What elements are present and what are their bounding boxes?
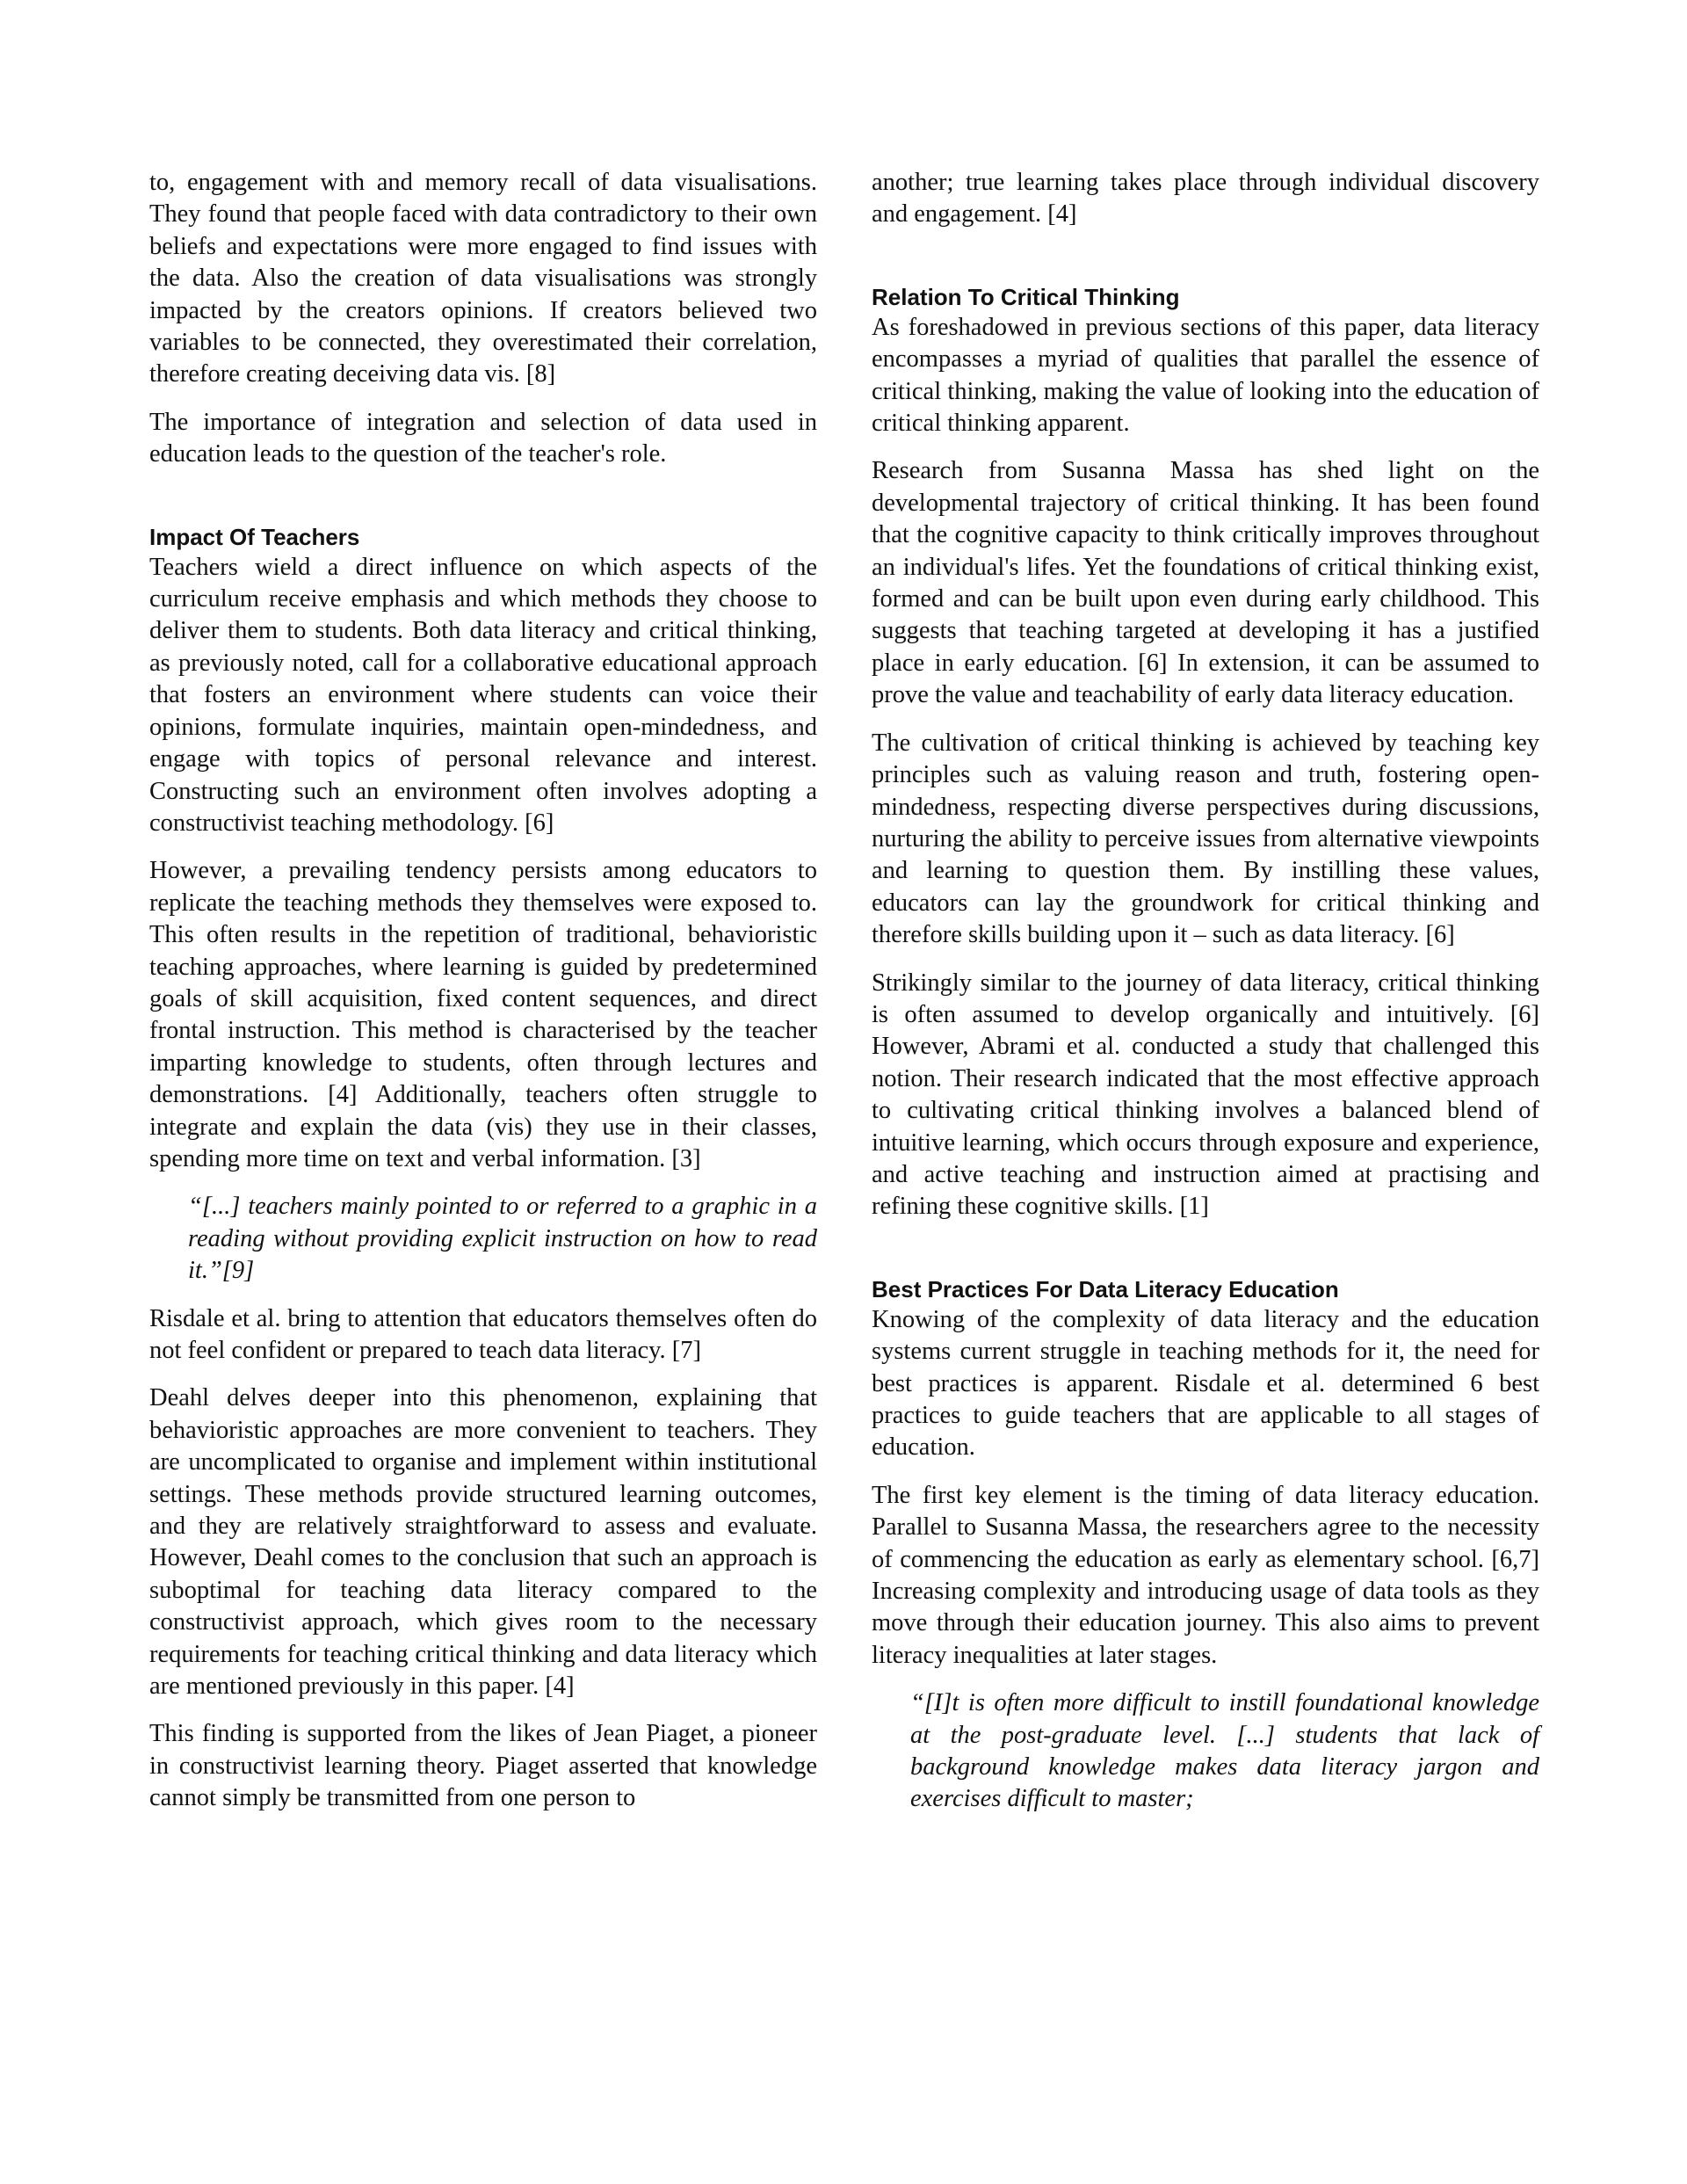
block-quote: “[...] teachers mainly pointed to or referred to a graphic in a reading without providing explicit instruction on how to read it.”[9] [188, 1193, 817, 1285]
paragraph: Research from Susanna Massa has shed light on the developmental trajectory of critical thinking. It has been found that the cognitive capacity to think critically improves throughout an individual's lifes. Yet the foundations of critical thinking exist, formed and can be built upon even during early childhood. This suggests that teaching targeted at developing it has a justified place in early education. [6] In extension, it can be assumed to prove the value and teachability of early data literacy education. [872, 457, 1539, 709]
paragraph: to, engagement with and memory recall of data visualisations. They found that people faced with data contradictory to their own beliefs and expectations were more engaged to find issues with the data. Also the creation of data visualisations was strongly impacted by the creators opinions. If creators believed two variables to be connected, they overestimated their correlation, therefore creating deceiving data vis. [8] [149, 169, 817, 388]
paragraph: The cultivation of critical thinking is achieved by teaching key principles such as valuing reason and truth, fostering open-mindedness, respecting diverse perspectives during discussions, nurturing the ability to perceive issues from alternative viewpoints and learning to question them. By instilling these values, educators can lay the groundwork for critical thinking and therefore skills building upon it – such as data literacy. [6] [872, 729, 1539, 949]
left-column [149, 167, 817, 1831]
paragraph: Knowing of the complexity of data literacy and the education systems current struggle in teaching methods for it, the need for best practices is apparent. Risdale et al. determined 6 best practices to guide teachers that are applicable to all stages of education. [872, 1305, 1539, 1462]
paragraph: As foreshadowed in previous sections of this paper, data literacy encompasses a myriad of qualities that parallel the essence of critical thinking, making the value of looking into the education of critical thinking apparent. [872, 313, 1539, 438]
paragraph: Deahl delves deeper into this phenomenon, explaining that behavioristic approaches are more convenient to teachers. They are uncomplicated to organise and implement within institutional settings. These methods provide structured learning outcomes, and they are relatively straightforward to assess and evaluate. However, Deahl comes to the conclusion that such an approach is suboptimal for teaching data literacy compared to the constructivist approach, which gives room to the necessary requirements for teaching critical thinking and data literacy which are mentioned previously in this paper. [4] [149, 1384, 817, 1701]
paragraph: The first key element is the timing of data literacy education. Parallel to Susanna Massa, the researchers agree to the necessity of commencing the education as early as elementary school. [6,7] Increasing complexity and introducing usage of data tools as they move through their education journey. This also aims to prevent literacy inequalities at later stages. [872, 1481, 1539, 1669]
paragraph: another; true learning takes place through individual discovery and engagement. [4] [872, 169, 1539, 229]
paragraph: Teachers wield a direct influence on which aspects of the curriculum receive emphasis and which methods they choose to deliver them to students. Both data literacy and critical thinking, as previously noted, call for a collaborative educational approach that fosters an environment where students can voice their opinions, formulate inquiries, maintain open-mindedness, and engage with topics of personal relevance and interest. Constructing such an environment often involves adopting a constructivist teaching methodology. [6] [149, 553, 817, 837]
paragraph: Risdale et al. bring to attention that educators themselves often do not feel confident or prepared to teach data literacy. [7] [149, 1304, 817, 1364]
paragraph: This finding is supported from the likes of Jean Piaget, a pioneer in constructivist learning theory. Piaget asserted that knowledge cannot simply be transmitted from one person to [149, 1720, 817, 1812]
section-heading-best-practices: Best Practices For Data Literacy Education [872, 1275, 1339, 1302]
section-heading-impact-of-teachers: Impact Of Teachers [149, 523, 360, 550]
right-column [872, 167, 1539, 1832]
paragraph: The importance of integration and selection of data used in education leads to the question of the teacher's role. [149, 408, 817, 468]
block-quote: “[I]t is often more difficult to instill foundational knowledge at the post-graduate level. [...] students that lack of background knowledge makes data literacy jargon and exercises difficult to master; [910, 1689, 1539, 1813]
section-heading-relation-to-critical-thinking: Relation To Critical Thinking [872, 283, 1180, 310]
paragraph: Strikingly similar to the journey of data literacy, critical thinking is often assumed to develop organically and intuitively. [6] However, Abrami et al. conducted a study that challenged this notion. Their research indicated that the most effective approach to cultivating critical thinking involves a balanced blend of intuitive learning, which occurs through exposure and experience, and active teaching and instruction aimed at practising and refining these cognitive skills. [1] [872, 969, 1539, 1221]
paragraph: However, a prevailing tendency persists among educators to replicate the teaching methods they themselves were exposed to. This often results in the repetition of traditional, behavioristic teaching approaches, where learning is guided by predetermined goals of skill acquisition, fixed content sequences, and direct frontal instruction. This method is characterised by the teacher imparting knowledge to students, often through lectures and demonstrations. [4] Additionally, teachers often struggle to integrate and explain the data (vis) they use in their classes, spending more time on text and verbal information. [3] [149, 857, 817, 1172]
